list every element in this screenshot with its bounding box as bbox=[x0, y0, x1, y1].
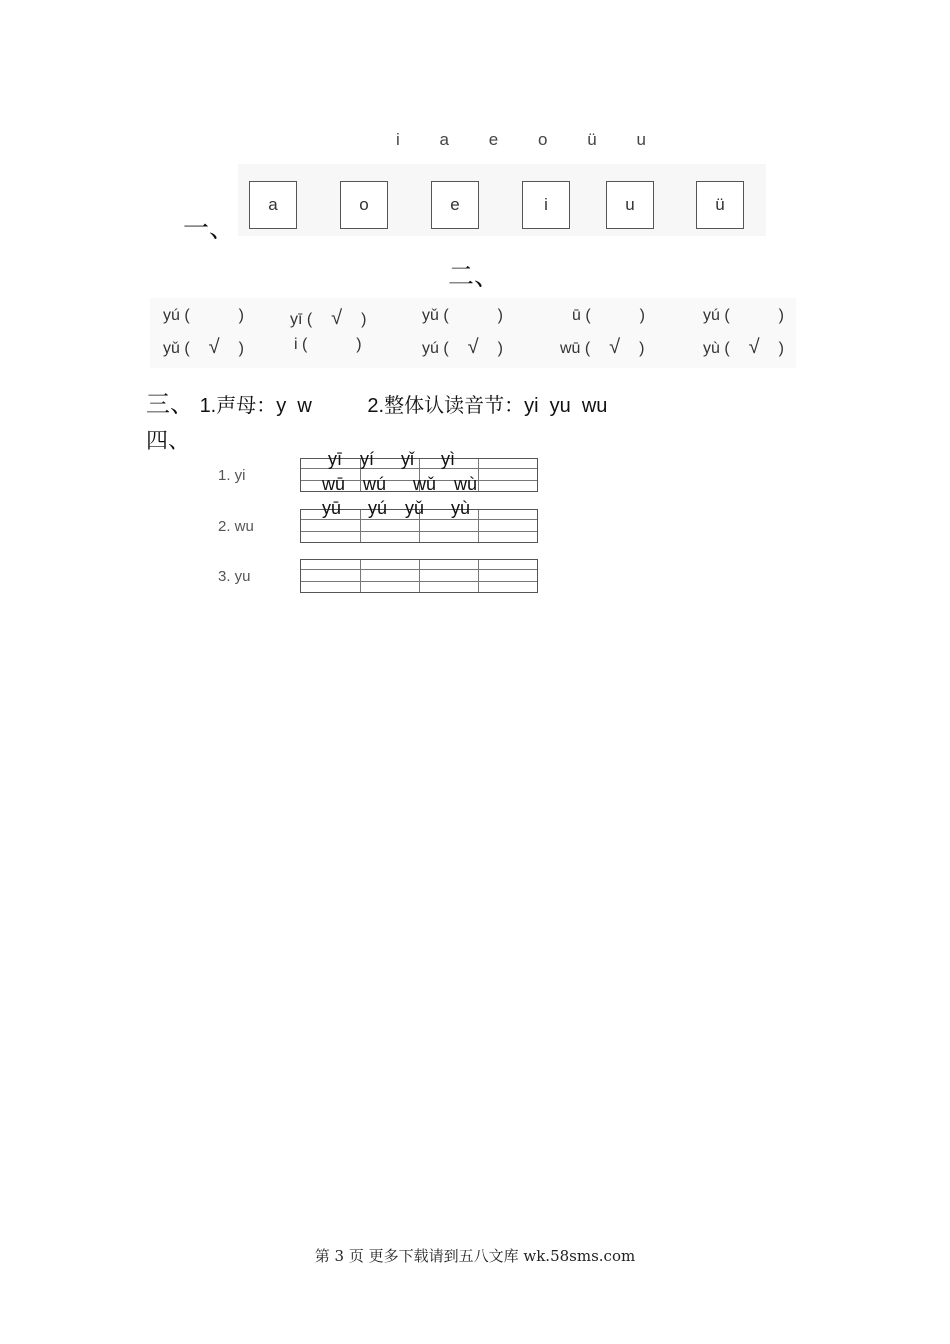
tone-item: ū ( ) bbox=[572, 307, 645, 324]
section1-image-strip bbox=[238, 164, 766, 236]
section3-part2: 2.整体认读音节：yi yu wu bbox=[367, 395, 608, 417]
row-number: 2. wu bbox=[218, 518, 254, 535]
tone-item: yǔ ( √ ) bbox=[163, 336, 244, 358]
section1-label: 一、 bbox=[183, 214, 236, 244]
letter: o bbox=[538, 130, 548, 149]
letter: a bbox=[439, 130, 450, 149]
letter-box: o bbox=[340, 181, 388, 229]
letter-box: e bbox=[431, 181, 479, 229]
letter: u bbox=[636, 130, 646, 149]
letter-box: a bbox=[249, 181, 297, 229]
letter-box: i bbox=[522, 181, 570, 229]
row-number: 1. yi bbox=[218, 467, 246, 484]
answer-line: wū wú wǔ wù bbox=[322, 474, 478, 494]
letter-box: u bbox=[606, 181, 654, 229]
tone-item: yī ( √ ) bbox=[290, 307, 367, 329]
section3-label: 三、 bbox=[146, 390, 194, 418]
letter-box: ü bbox=[696, 181, 744, 229]
tone-item: yú ( ) bbox=[163, 307, 244, 324]
tone-item: yú ( √ ) bbox=[422, 336, 503, 358]
section2-label: 二、 bbox=[448, 262, 501, 292]
answer-line: yū yú yǔ yù bbox=[322, 498, 471, 518]
tone-item: yù ( √ ) bbox=[703, 336, 784, 358]
letter: e bbox=[488, 130, 499, 149]
section3-line bbox=[146, 384, 607, 419]
writing-grid bbox=[300, 559, 538, 593]
row-number: 3. yu bbox=[218, 568, 251, 585]
tone-item: yú ( ) bbox=[703, 307, 784, 324]
section4-label: 四、 bbox=[146, 429, 191, 454]
section1-letter-row bbox=[396, 130, 646, 154]
tone-item: wū ( √ ) bbox=[560, 336, 645, 358]
section3-part1: 1.声母：y w bbox=[199, 395, 312, 417]
letter: ü bbox=[587, 130, 597, 149]
page-footer: 第 3 页 更多下载请到五八文库 wk.58sms.com bbox=[314, 1247, 636, 1265]
tone-item: i ( ) bbox=[294, 336, 362, 353]
answer-line: yī yí yǐ yì bbox=[328, 449, 456, 469]
letter: i bbox=[396, 130, 400, 149]
tone-item: yǔ ( ) bbox=[422, 307, 503, 324]
